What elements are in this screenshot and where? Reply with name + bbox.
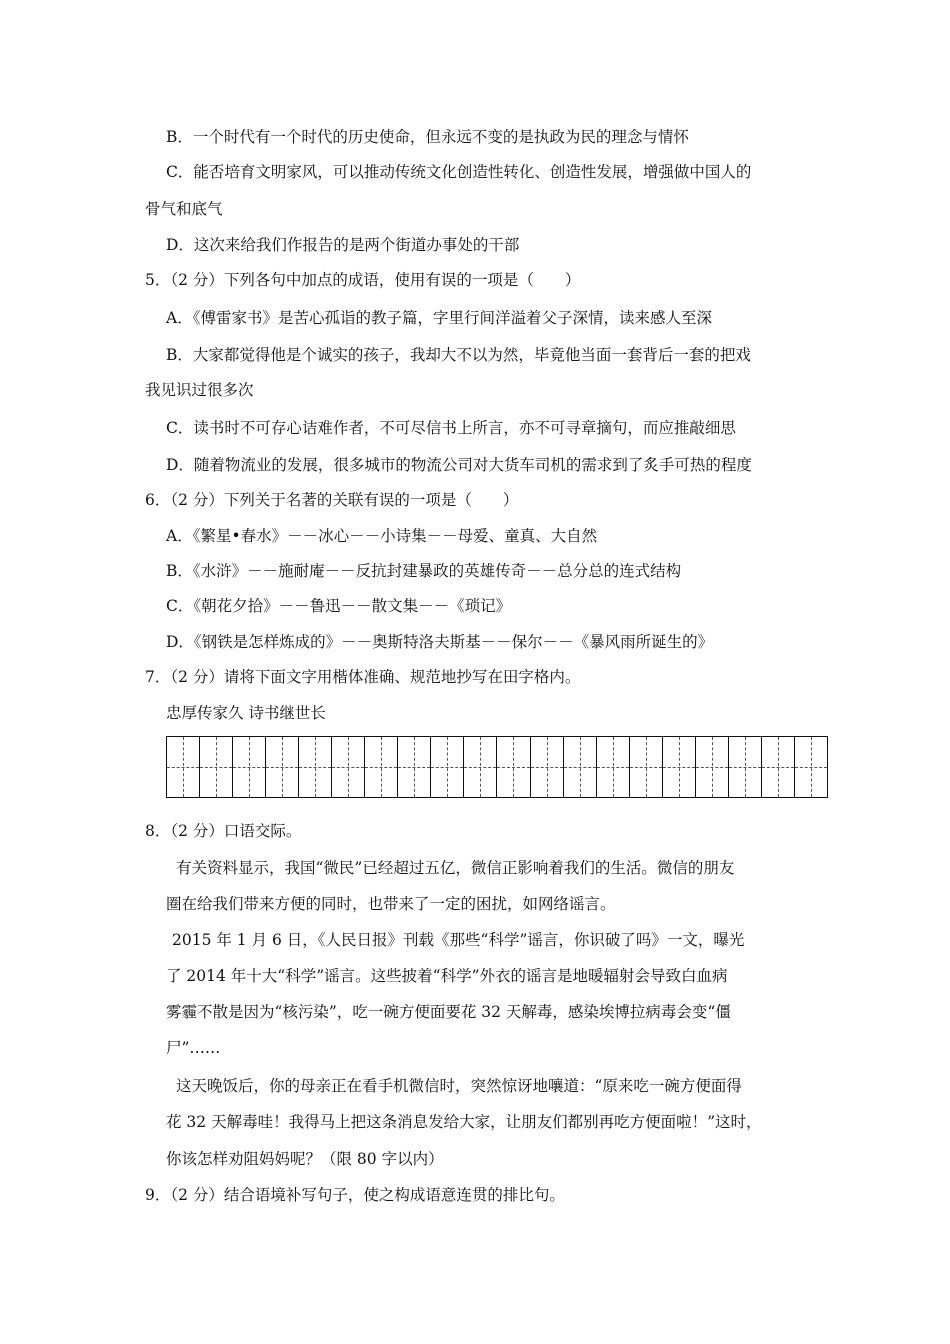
q8-para3-line2: 花 32 天解毒哇！我得马上把这条消息发给大家，让朋友们都别再吃方便面啦！”这时， bbox=[166, 1113, 762, 1131]
cell-guide-horizontal bbox=[299, 767, 331, 768]
cell-guide-horizontal bbox=[365, 767, 397, 768]
cell-guide-horizontal bbox=[795, 767, 827, 768]
question-8-stem: 8．（2 分）口语交际。 bbox=[145, 822, 302, 840]
q8-para2-line3: 雾霾不散是因为“核污染”，吃一碗方便面要花 32 天解毒，感染埃博拉病毒会变“僵 bbox=[166, 1003, 731, 1021]
cell-guide-horizontal bbox=[696, 767, 728, 768]
cell-guide-horizontal bbox=[431, 767, 463, 768]
option-6d: D．《钢铁是怎样炼成的》－－奥斯特洛夫斯基－－保尔－－《暴风雨所诞生的》 bbox=[166, 633, 714, 651]
tianzige-cell[interactable] bbox=[200, 737, 233, 797]
cell-guide-horizontal bbox=[497, 767, 529, 768]
tianzige-cell[interactable] bbox=[332, 737, 365, 797]
cell-guide-horizontal bbox=[663, 767, 695, 768]
option-4c: C．能否培育文明家风，可以推动传统文化创造性转化、创造性发展，增强做中国人的 bbox=[166, 163, 752, 181]
tianzige-cell[interactable] bbox=[167, 737, 200, 797]
cell-guide-horizontal bbox=[531, 767, 563, 768]
cell-guide-horizontal bbox=[762, 767, 794, 768]
option-5d: D．随着物流业的发展，很多城市的物流公司对大货车司机的需求到了炙手可热的程度 bbox=[166, 456, 752, 474]
tianzige-cell[interactable] bbox=[630, 737, 663, 797]
cell-guide-horizontal bbox=[200, 767, 232, 768]
option-6b: B．《水浒》－－施耐庵－－反抗封建暴政的英雄传奇－－总分总的连式结构 bbox=[166, 562, 682, 580]
question-5-stem: 5．（2 分）下列各句中加点的成语，使用有误的一项是（ ） bbox=[145, 271, 581, 289]
question-7-stem: 7．（2 分）请将下面文字用楷体准确、规范地抄写在田字格内。 bbox=[145, 668, 581, 686]
option-5c: C．读书时不可存心诘难作者，不可尽信书上所言，亦不可寻章摘句，而应推敲细思 bbox=[166, 419, 736, 437]
tianzige-cell[interactable] bbox=[233, 737, 266, 797]
tianzige-cell[interactable] bbox=[497, 737, 530, 797]
cell-guide-horizontal bbox=[729, 767, 761, 768]
option-5b: B．大家都觉得他是个诚实的孩子，我却大不以为然，毕竟他当面一套背后一套的把戏 bbox=[166, 346, 751, 364]
tianzige-cell[interactable] bbox=[464, 737, 497, 797]
tianzige-cell[interactable] bbox=[299, 737, 332, 797]
tianzige-cell[interactable] bbox=[531, 737, 564, 797]
cell-guide-horizontal bbox=[233, 767, 265, 768]
q8-para2-line1: 2015 年 1 月 6 日，《人民日报》刊载《那些“科学”谣言，你识破了吗》一文，曝光 bbox=[172, 931, 745, 949]
tianzige-cell[interactable] bbox=[564, 737, 597, 797]
tianzige-cell[interactable] bbox=[398, 737, 431, 797]
q8-para3-line1: 这天晚饭后，你的母亲正在看手机微信时，突然惊讶地嚷道：“原来吃一碗方便面得 bbox=[176, 1077, 742, 1095]
q8-para2-line2: 了 2014 年十大“科学”谣言。这些披着“科学”外衣的谣言是地暖辐射会导致白血病 bbox=[166, 967, 728, 985]
question-9-stem: 9．（2 分）结合语境补写句子，使之构成语意连贯的排比句。 bbox=[145, 1186, 565, 1204]
option-5a: A．《傅雷家书》是苦心孤诣的教子篇，字里行间洋溢着父子深情，读来感人至深 bbox=[166, 309, 712, 327]
cell-guide-horizontal bbox=[332, 767, 364, 768]
tianzige-cell[interactable] bbox=[762, 737, 795, 797]
tianzige-cell[interactable] bbox=[795, 737, 827, 797]
copy-text: 忠厚传家久 诗书继世长 bbox=[166, 704, 326, 722]
option-4c-cont: 骨气和底气 bbox=[145, 200, 223, 218]
tianzige-cell[interactable] bbox=[696, 737, 729, 797]
cell-guide-horizontal bbox=[398, 767, 430, 768]
q8-para1-line1: 有关资料显示，我国“微民”已经超过五亿，微信正影响着我们的生活。微信的朋友 bbox=[176, 859, 735, 877]
cell-guide-horizontal bbox=[464, 767, 496, 768]
q8-para3-line3: 你该怎样劝阻妈妈呢？（限 80 字以内） bbox=[166, 1150, 444, 1168]
option-6c: C．《朝花夕拾》－－鲁迅－－散文集－－《琐记》 bbox=[166, 597, 512, 615]
q8-para2-line4: 尸”…… bbox=[166, 1039, 221, 1057]
tianzige-cell[interactable] bbox=[365, 737, 398, 797]
tianzige-cell[interactable] bbox=[597, 737, 630, 797]
option-4d: D．这次来给我们作报告的是两个街道办事处的干部 bbox=[166, 236, 520, 254]
option-4b: B．一个时代有一个时代的历史使命，但永远不变的是执政为民的理念与情怀 bbox=[166, 128, 689, 146]
tianzige-cell[interactable] bbox=[431, 737, 464, 797]
tianzige-cell[interactable] bbox=[729, 737, 762, 797]
question-6-stem: 6．（2 分）下列关于名著的关联有误的一项是（ ） bbox=[145, 491, 519, 509]
option-6a: A．《繁星•春水》－－冰心－－小诗集－－母爱、童真、大自然 bbox=[166, 527, 598, 545]
q8-para1-line2: 圈在给我们带来方便的同时，也带来了一定的困扰，如网络谣言。 bbox=[166, 895, 616, 913]
cell-guide-horizontal bbox=[597, 767, 629, 768]
cell-guide-horizontal bbox=[630, 767, 662, 768]
cell-guide-horizontal bbox=[564, 767, 596, 768]
tianzige-grid[interactable] bbox=[166, 736, 828, 798]
tianzige-cell[interactable] bbox=[663, 737, 696, 797]
tianzige-cell[interactable] bbox=[266, 737, 299, 797]
cell-guide-horizontal bbox=[167, 767, 199, 768]
option-5b-cont: 我见识过很多次 bbox=[145, 381, 254, 399]
cell-guide-horizontal bbox=[266, 767, 298, 768]
